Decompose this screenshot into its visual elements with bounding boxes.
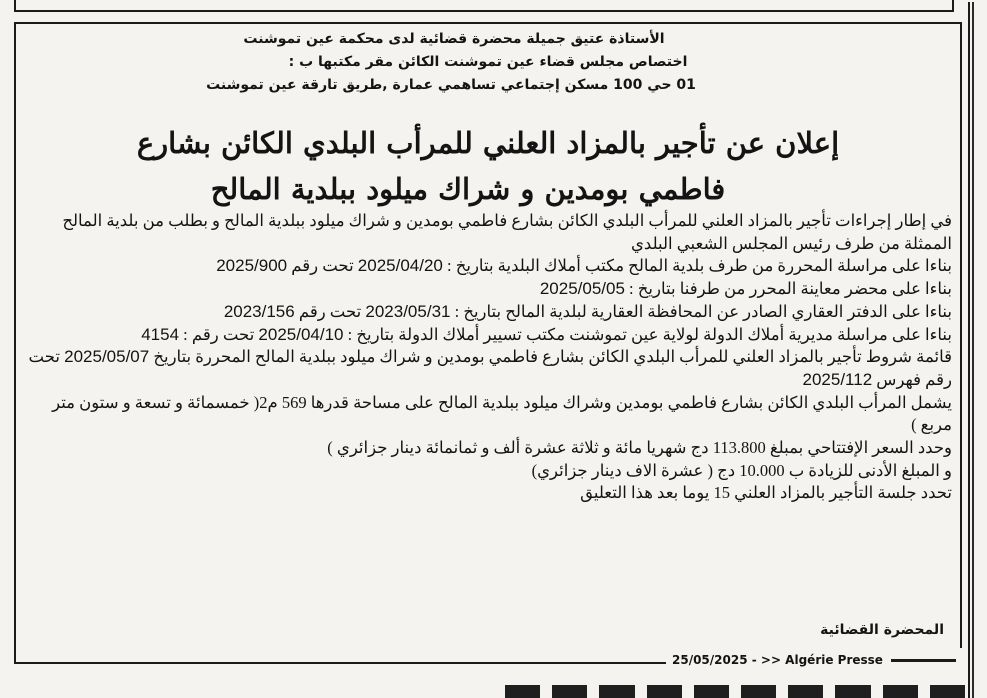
bar-segment [835,685,870,698]
header-line-3: 01 حي 100 مسكن إجتماعي تساهمي عمارة ,طريق تارقة عين تموشنت [206,77,696,93]
notice-body [24,210,952,505]
clause-3-text: بناءا على الدفتر العقاري الصادر عن المحافظة العقارية لبلدية المالح بتاريخ : [454,301,952,321]
clause-5-mid: تحت رقم فهرس [28,347,952,389]
minimum-increment-paragraph: و المبلغ الأدنى للزيادة ب 10.000 دج ( عشرة الاف دينار جزائري) [531,460,952,480]
bar-segment [599,685,634,698]
footer-rule [891,659,956,662]
clause-1-mid: تحت رقم [291,256,354,276]
opening-price-paragraph: وحدد السعر الإفتتاحي بمبلغ 113.800 دج شهريا مائة و ثلاثة عشرة ألف و ثمانمائة دينار جزائري ) [327,438,952,458]
bar-segment [883,685,918,698]
intro-paragraph: في إطار إجراءات تأجير بالمزاد العلني للمرأب البلدي الكائن بشارع فاطمي بومدين و شراك ميلود ببلدية المالح و بطلب من بلدية المالح الممثلة من طرف رئيس المجلس الشعبي البلدي [62,211,952,253]
clause-5-text: قائمة شروط تأجير بالمزاد العلني للمرأب البلدي الكائن بشارع فاطمي بومدين و شراك ميلود ببلدية المالح المحررة بتاريخ [153,347,952,367]
area-paragraph: يشمل المرأب البلدي الكائن بشارع فاطمي بومدين وشراك ميلود ببلدية المالح على مساحة قدرها 569 م2( خمسمائة و تسعة و ستون متر مربع ) [52,392,952,435]
title-line-1: إعلان عن تأجير بالمزاد العلني للمرأب البلدي الكائن بشارع [136,126,840,160]
top-border-rule [14,0,954,12]
header-line-2: اختصاص مجلس قضاء عين تموشنت الكائن مقر مكتبها ب : [288,54,688,70]
side-border-rule [968,2,974,698]
bar-segment [694,685,729,698]
bar-segment [930,685,965,698]
bar-segment [741,685,776,698]
clause-4-number: 4154 [141,324,180,344]
bar-segment [647,685,682,698]
clause-3 [24,301,952,324]
clause-4-text: بناءا على مراسلة مديرية أملاك الدولة لولاية عين تموشنت مكتب تسيير أملاك الدولة بتاريخ : [347,324,952,344]
clause-1 [24,255,952,278]
clause-1-number: 2025/900 [216,256,288,276]
bottom-decorative-bars [505,685,965,698]
footer-text: 25/05/2025 - >> Algérie Presse [672,653,883,667]
clause-3-number: 2023/156 [223,301,295,321]
bar-segment [788,685,823,698]
bar-segment [552,685,587,698]
legal-notice-box [14,22,962,664]
clause-5-date: 2025/05/07 [64,347,150,367]
clause-4-date: 2025/04/10 [258,324,344,344]
clause-5 [24,346,952,391]
clause-1-text: بناءا على مراسلة المحررة من طرف بلدية المالح مكتب أملاك البلدية بتاريخ : [447,256,952,276]
clause-4 [24,324,952,347]
clause-2 [24,278,952,301]
bar-segment [505,685,540,698]
clause-3-mid: تحت رقم [298,301,362,321]
clause-1-date: 2025/04/20 [357,256,443,276]
title-line-2: فاطمي بومدين و شراك ميلود ببلدية المالح [210,172,726,206]
signature: المحضرة القضائية [820,622,944,638]
clause-4-mid: تحت رقم : [183,324,255,344]
notice-title [16,120,960,212]
clause-3-date: 2023/05/31 [365,301,451,321]
clause-2-date: 2025/05/05 [539,279,625,299]
publication-footer [666,648,962,672]
notice-header [16,28,960,97]
session-date-paragraph: تحدد جلسة التأجير بالمزاد العلني 15 يوما بعد هذا التعليق [580,483,952,503]
header-line-1: الأستاذة عتيق جميلة محضرة قضائية لدى محكمة عين تموشنت [243,31,665,47]
clause-2-text: بناءا على محضر معاينة المحرر من طرفنا بتاريخ : [629,279,952,299]
clause-5-number: 2025/112 [802,369,873,389]
